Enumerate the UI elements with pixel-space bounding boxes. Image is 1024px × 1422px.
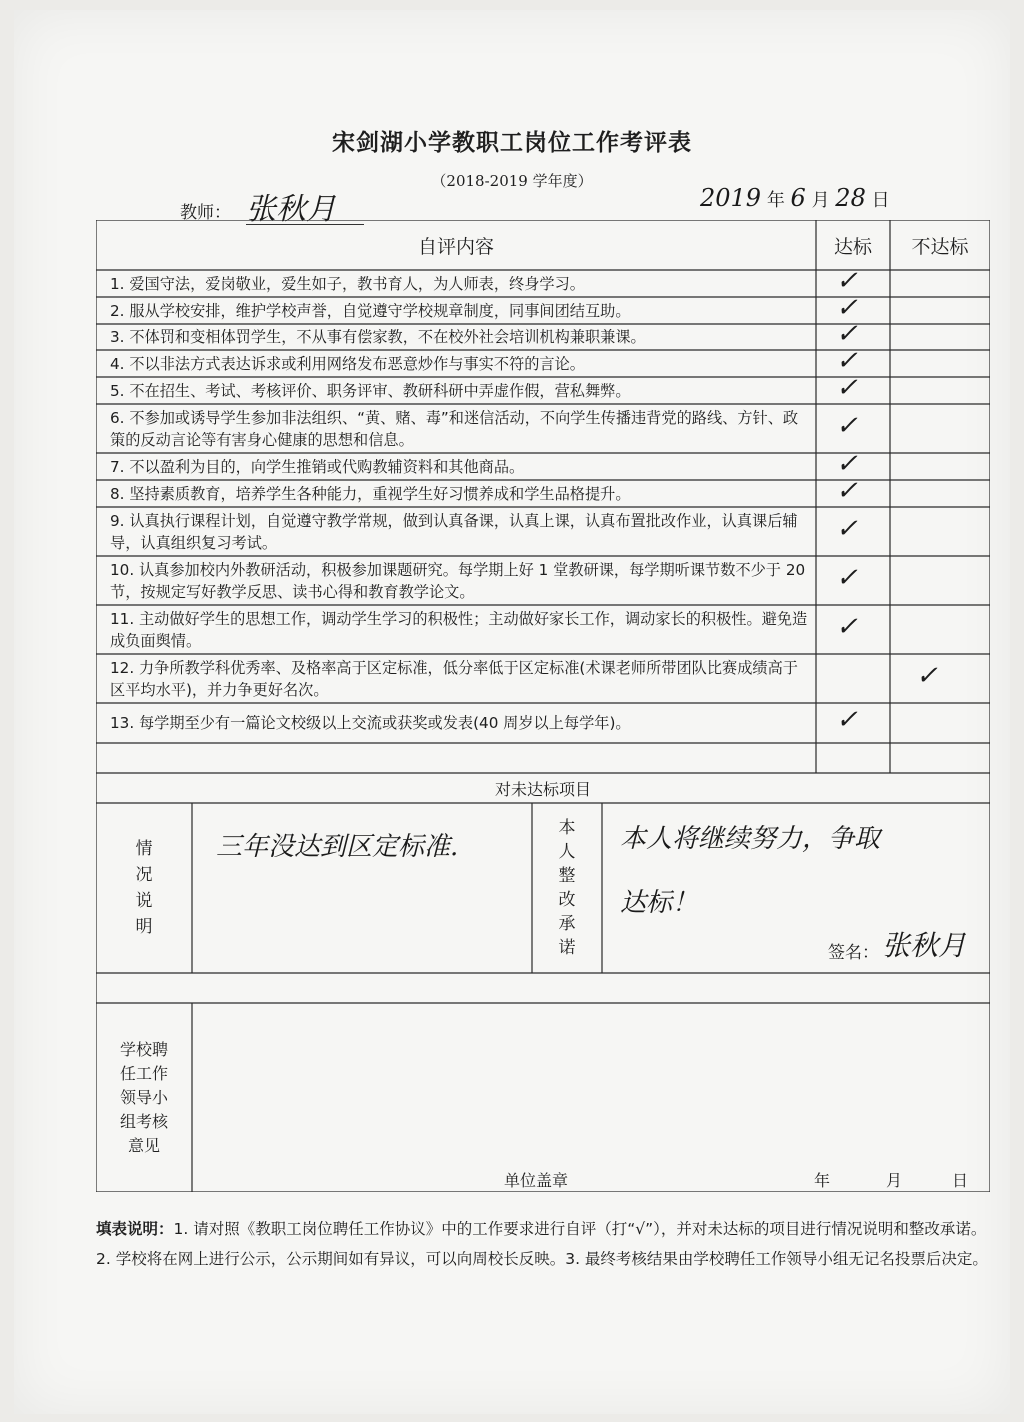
- item-text: 2. 服从学校安排，维护学校声誉，自觉遵守学校规章制度，同事间团结互助。: [110, 301, 631, 320]
- fill-instructions: [96, 1214, 996, 1274]
- situation-text: 三年没达到区定标准.: [216, 832, 459, 862]
- opinion-year-label: 年: [814, 1171, 831, 1190]
- pass-check-mark: ✓: [836, 562, 858, 593]
- situation-label: [96, 803, 192, 973]
- sign-name: 张秋月: [882, 929, 967, 962]
- opinion-label-line: 领导小: [119, 1087, 168, 1107]
- date-day-unit: 日: [871, 190, 890, 211]
- item-text: 8. 坚持素质教育，培养学生各种能力，重视学生好习惯养成和学生品格提升。: [110, 484, 631, 503]
- item-text: 12. 力争所教学科优秀率、及格率高于区定标准，低分率低于区定标准(术课老师所带团队比赛成绩高于区平均水平)，并力争更好名次。: [110, 658, 798, 699]
- date-month: 6: [790, 184, 806, 212]
- fail-check-mark: ✓: [916, 660, 938, 691]
- pass-check-mark: ✓: [836, 475, 858, 506]
- pass-check-mark: ✓: [836, 265, 858, 296]
- pass-check-mark: ✓: [836, 372, 858, 403]
- header-fail: 不达标: [911, 235, 969, 258]
- item-text: 11. 主动做好学生的思想工作，调动学生学习的积极性；主动做好家长工作，调动家长的积极性。避免造成负面舆情。: [110, 609, 808, 650]
- form-title: 宋剑湖小学教职工岗位工作考评表: [332, 130, 692, 156]
- situation-label-char: 明: [135, 917, 153, 937]
- header-content: 自评内容: [417, 235, 494, 258]
- item-text: 7. 不以盈利为目的，向学生推销或代购教辅资料和其他商品。: [110, 457, 525, 476]
- form-subtitle: （2018-2019 学年度）: [431, 172, 593, 190]
- opinion-day-label: 日: [952, 1171, 969, 1190]
- opinion-label-line: 学校聘: [119, 1039, 168, 1059]
- item-text: 3. 不体罚和变相体罚学生，不从事有偿家教，不在校外社会培训机构兼职兼课。: [110, 328, 646, 346]
- situation-label-char: 说: [135, 891, 153, 911]
- header-pass: 达标: [833, 235, 872, 258]
- pass-check-mark: ✓: [836, 611, 858, 642]
- date-month-unit: 月: [811, 190, 830, 211]
- pass-check-mark: ✓: [836, 410, 858, 441]
- unmet-header: 对未达标项目: [494, 779, 591, 799]
- pass-check-mark: ✓: [836, 705, 858, 735]
- opinion-label-line: 任工作: [119, 1063, 168, 1083]
- pass-check-mark: ✓: [836, 513, 858, 544]
- date-day: 28: [835, 184, 866, 212]
- promise-label-char: 本: [558, 818, 576, 838]
- promise-label: [532, 803, 602, 973]
- pass-check-mark: ✓: [836, 292, 858, 323]
- promise-label-char: 诺: [558, 938, 576, 958]
- item-text: 13. 每学期至少有一篇论文校级以上交流或获奖或发表(40 周岁以上每学年)。: [110, 714, 631, 732]
- item-text: 4. 不以非法方式表达诉求或利用网络发布恶意炒作与事实不符的言论。: [110, 354, 585, 373]
- fill-instructions-label: 填表说明：: [96, 1220, 174, 1238]
- date-year: 2019: [700, 184, 762, 212]
- pass-check-mark: ✓: [836, 448, 858, 479]
- situation-label-char: 情: [135, 839, 153, 859]
- sign-label: 签名：: [828, 943, 879, 963]
- item-text: 10. 认真参加校内外教研活动，积极参加课题研究。每学期上好 1 堂教研课，每学期听课节数不少于 20 节，按规定写好教学反思、读书心得和教育教学论文。: [110, 560, 806, 601]
- opinion-label: [96, 1003, 192, 1192]
- date-year-unit: 年: [766, 190, 785, 211]
- opinion-label-line: 意见: [127, 1135, 160, 1155]
- item-text: 1. 爱国守法，爱岗敬业，爱生如子，教书育人，为人师表，终身学习。: [110, 274, 585, 293]
- form-date: [700, 184, 890, 212]
- promise-text-line2: 达标！: [620, 888, 699, 918]
- evaluation-table: [96, 220, 990, 1192]
- teacher-label: 教师：: [180, 203, 231, 223]
- promise-label-char: 改: [558, 890, 576, 910]
- item-text: 6. 不参加或诱导学生参加非法组织、“黄、赌、毒”和迷信活动，不向学生传播违背党的路线、方针、政策的反动言论等有害身心健康的思想和信息。: [110, 408, 799, 449]
- stamp-label: 单位盖章: [504, 1171, 569, 1190]
- pass-check-mark: ✓: [836, 345, 858, 376]
- teacher-name-handwritten: 张秋月: [246, 184, 364, 225]
- situation-label-char: 况: [135, 865, 153, 885]
- promise-text-line1: 本人将继续努力，争取: [620, 824, 881, 854]
- item-text: 5. 不在招生、考试、考核评价、职务评审、教研科研中弄虚作假，营私舞弊。: [110, 381, 631, 400]
- pass-check-mark: ✓: [836, 319, 858, 349]
- item-text: 9. 认真执行课程计划，自觉遵守教学常规，做到认真备课，认真上课，认真布置批改作业，认真课后辅导，认真组织复习考试。: [110, 511, 798, 552]
- promise-label-char: 承: [558, 914, 576, 934]
- fill-instructions-text: 1. 请对照《教职工岗位聘任工作协议》中的工作要求进行自评（打“√”），并对未达标的项目进行情况说明和整改承诺。2. 学校将在网上进行公示，公示期间如有异议，可以向周校长反映。3. 最终考核结果由学校聘任工作领导小组无记名投票后决定。: [96, 1220, 988, 1268]
- promise-label-char: 人: [558, 842, 576, 862]
- opinion-label-line: 组考核: [119, 1111, 168, 1131]
- opinion-month-label: 月: [886, 1171, 903, 1190]
- promise-label-char: 整: [558, 866, 576, 886]
